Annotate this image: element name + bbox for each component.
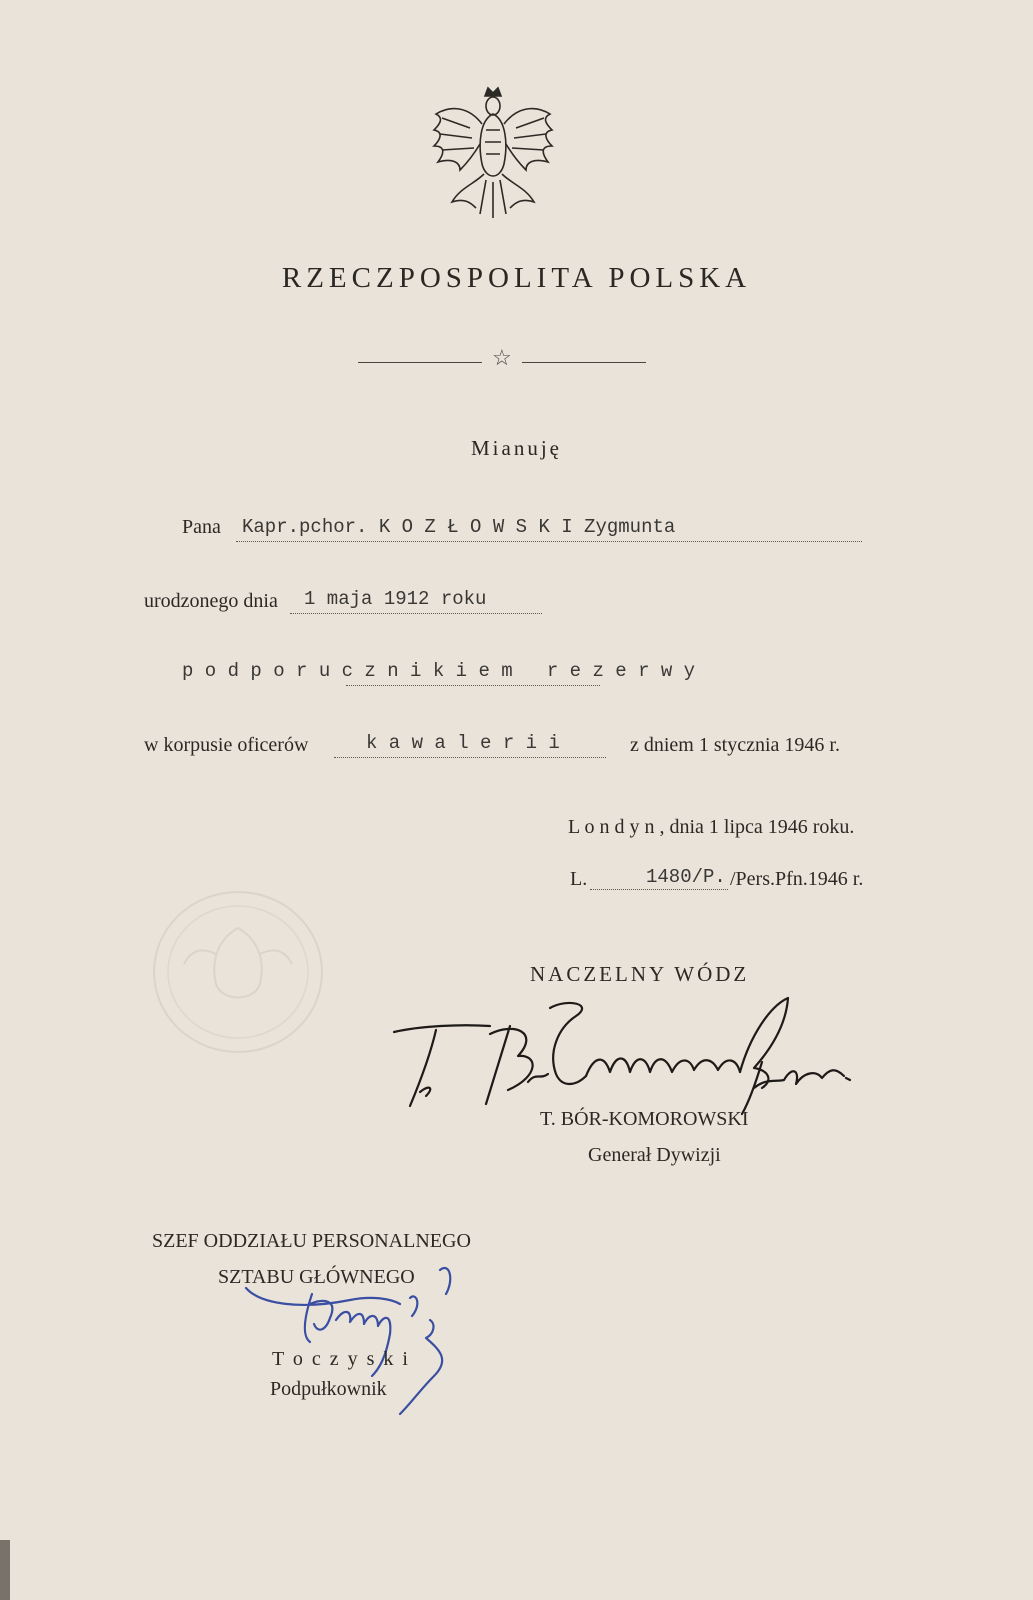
pana-value: Kapr.pchor. K O Z Ł O W S K I Zygmunta (242, 516, 676, 538)
document-title: RZECZPOSPOLITA POLSKA (281, 262, 752, 294)
commander-rank: Generał Dywizji (588, 1144, 721, 1166)
staff-name: T o c z y s k i (272, 1348, 410, 1370)
ref-dotted-line (590, 888, 728, 890)
corps-label: w korpusie oficerów (144, 734, 309, 756)
corps-value: k a w a l e r i i (366, 732, 560, 754)
place-date: L o n d y n , dnia 1 lipca 1946 roku. (568, 816, 855, 838)
born-value: 1 maja 1912 roku (304, 588, 487, 610)
divider-line-right (522, 362, 646, 363)
appointment-heading: Mianuję (471, 436, 562, 460)
rank-value: p o d p o r u c z n i k i e m r e z e r w y (182, 660, 696, 682)
corps-dotted-line (334, 756, 606, 758)
paper-edge-shadow (0, 1540, 10, 1600)
rank-dotted-line (346, 684, 600, 686)
star-icon: ☆ (492, 345, 512, 370)
pana-dotted-line (236, 540, 862, 542)
ref-prefix: L. (570, 868, 588, 890)
staff-line-2: SZTABU GŁÓWNEGO (218, 1266, 415, 1288)
corps-date: z dniem 1 stycznia 1946 r. (630, 734, 840, 756)
staff-rank: Podpułkownik (270, 1378, 387, 1400)
commander-heading: NACZELNY WÓDZ (530, 962, 750, 986)
ref-suffix: /Pers.Pfn.1946 r. (730, 868, 864, 890)
born-label: urodzonego dnia (144, 590, 278, 612)
staff-line-1: SZEF ODDZIAŁU PERSONALNEGO (152, 1230, 471, 1252)
commander-name: T. BÓR-KOMOROWSKI (540, 1108, 749, 1130)
ref-value: 1480/P. (646, 866, 726, 888)
pana-label: Pana (182, 516, 221, 538)
born-dotted-line (290, 612, 542, 614)
embossed-seal-icon (150, 888, 326, 1056)
divider-line-left (358, 362, 482, 363)
polish-eagle-emblem (430, 84, 556, 220)
commander-signature (390, 996, 870, 1116)
